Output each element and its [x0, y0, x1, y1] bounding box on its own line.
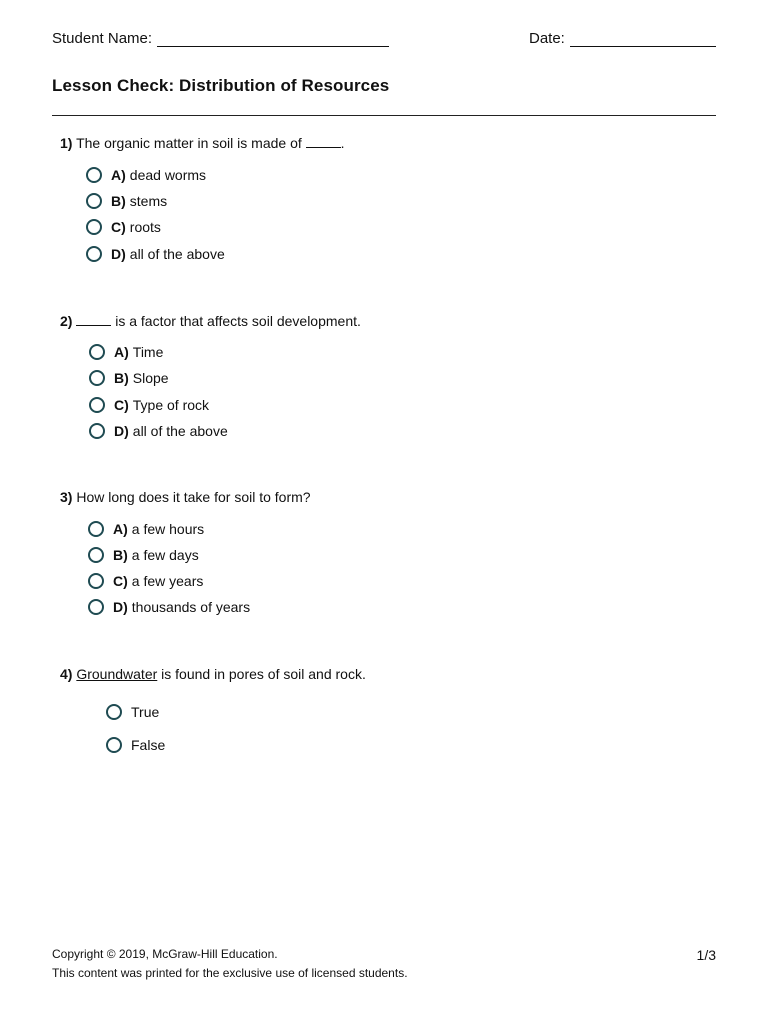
- q1-option-c[interactable]: [86, 218, 161, 236]
- option-text: Slope: [132, 370, 169, 386]
- answer-blank: [306, 135, 341, 148]
- option-letter: D): [111, 246, 126, 262]
- answer-blank: [76, 313, 111, 326]
- option-text: stems: [129, 193, 168, 209]
- q2-option-b[interactable]: [89, 369, 169, 387]
- date-line[interactable]: [570, 31, 716, 47]
- radio-button-icon[interactable]: [86, 167, 102, 183]
- option-letter: C): [114, 397, 129, 413]
- radio-button-icon[interactable]: [88, 599, 104, 615]
- question-number: 1): [60, 135, 73, 151]
- q3-option-a[interactable]: [88, 520, 204, 538]
- q1-option-b[interactable]: [86, 192, 167, 210]
- question-term: Groundwater: [76, 666, 158, 682]
- radio-button-icon[interactable]: [88, 547, 104, 563]
- page-number: 1/3: [696, 947, 716, 963]
- option-text: False: [131, 737, 166, 753]
- question-text: is found in pores of soil and rock.: [161, 666, 366, 682]
- question-4: [60, 665, 366, 683]
- q1-option-d[interactable]: [86, 245, 225, 263]
- footer-note: This content was printed for the exclusive use of licensed students.: [52, 966, 408, 980]
- option-text: a few hours: [131, 521, 205, 537]
- option-text: dead worms: [129, 167, 207, 183]
- option-letter: D): [113, 599, 128, 615]
- header-row: [52, 30, 716, 50]
- option-text: roots: [129, 219, 161, 235]
- radio-button-icon[interactable]: [86, 246, 102, 262]
- option-letter: B): [113, 547, 128, 563]
- footer-copyright: Copyright © 2019, McGraw-Hill Education.: [52, 947, 278, 961]
- date-field: [529, 30, 716, 47]
- question-text-end: .: [340, 135, 345, 151]
- question-text: The organic matter in soil is made of: [76, 135, 302, 151]
- option-letter: B): [111, 193, 126, 209]
- question-1: [60, 134, 345, 152]
- student-name-line[interactable]: [157, 31, 389, 47]
- q1-option-a[interactable]: [86, 166, 206, 184]
- q2-option-c[interactable]: [89, 396, 209, 414]
- radio-button-icon[interactable]: [106, 737, 122, 753]
- q3-option-b[interactable]: [88, 546, 199, 564]
- option-letter: A): [111, 167, 126, 183]
- option-letter: B): [114, 370, 129, 386]
- option-text: Type of rock: [132, 397, 210, 413]
- radio-button-icon[interactable]: [88, 573, 104, 589]
- option-text: True: [131, 704, 160, 720]
- option-text: a few days: [131, 547, 199, 563]
- question-2: [60, 312, 361, 330]
- radio-button-icon[interactable]: [106, 704, 122, 720]
- q3-option-c[interactable]: [88, 572, 203, 590]
- radio-button-icon[interactable]: [86, 193, 102, 209]
- option-letter: C): [111, 219, 126, 235]
- option-letter: C): [113, 573, 128, 589]
- student-name-label: Student Name:: [52, 30, 153, 47]
- option-letter: A): [113, 521, 128, 537]
- radio-button-icon[interactable]: [88, 521, 104, 537]
- option-text: a few years: [131, 573, 204, 589]
- radio-button-icon[interactable]: [89, 423, 105, 439]
- question-number: 3): [60, 489, 73, 505]
- option-text: all of the above: [129, 246, 225, 262]
- q4-option-true[interactable]: [106, 703, 159, 721]
- q4-option-false[interactable]: [106, 736, 165, 754]
- radio-button-icon[interactable]: [89, 397, 105, 413]
- question-number: 2): [60, 313, 73, 329]
- radio-button-icon[interactable]: [86, 219, 102, 235]
- date-label: Date:: [529, 30, 565, 47]
- page-title: Lesson Check: Distribution of Resources: [52, 76, 390, 95]
- option-text: Time: [132, 344, 164, 360]
- radio-button-icon[interactable]: [89, 370, 105, 386]
- question-number: 4): [60, 666, 73, 682]
- q3-option-d[interactable]: [88, 598, 250, 616]
- title-divider: [52, 115, 716, 116]
- q2-option-a[interactable]: [89, 343, 163, 361]
- option-letter: D): [114, 423, 129, 439]
- radio-button-icon[interactable]: [89, 344, 105, 360]
- student-name-field: [52, 30, 389, 47]
- question-text: is a factor that affects soil development.: [115, 313, 361, 329]
- question-3: [60, 488, 311, 506]
- option-letter: A): [114, 344, 129, 360]
- question-text: How long does it take for soil to form?: [76, 489, 311, 505]
- option-text: thousands of years: [131, 599, 251, 615]
- option-text: all of the above: [132, 423, 228, 439]
- q2-option-d[interactable]: [89, 422, 228, 440]
